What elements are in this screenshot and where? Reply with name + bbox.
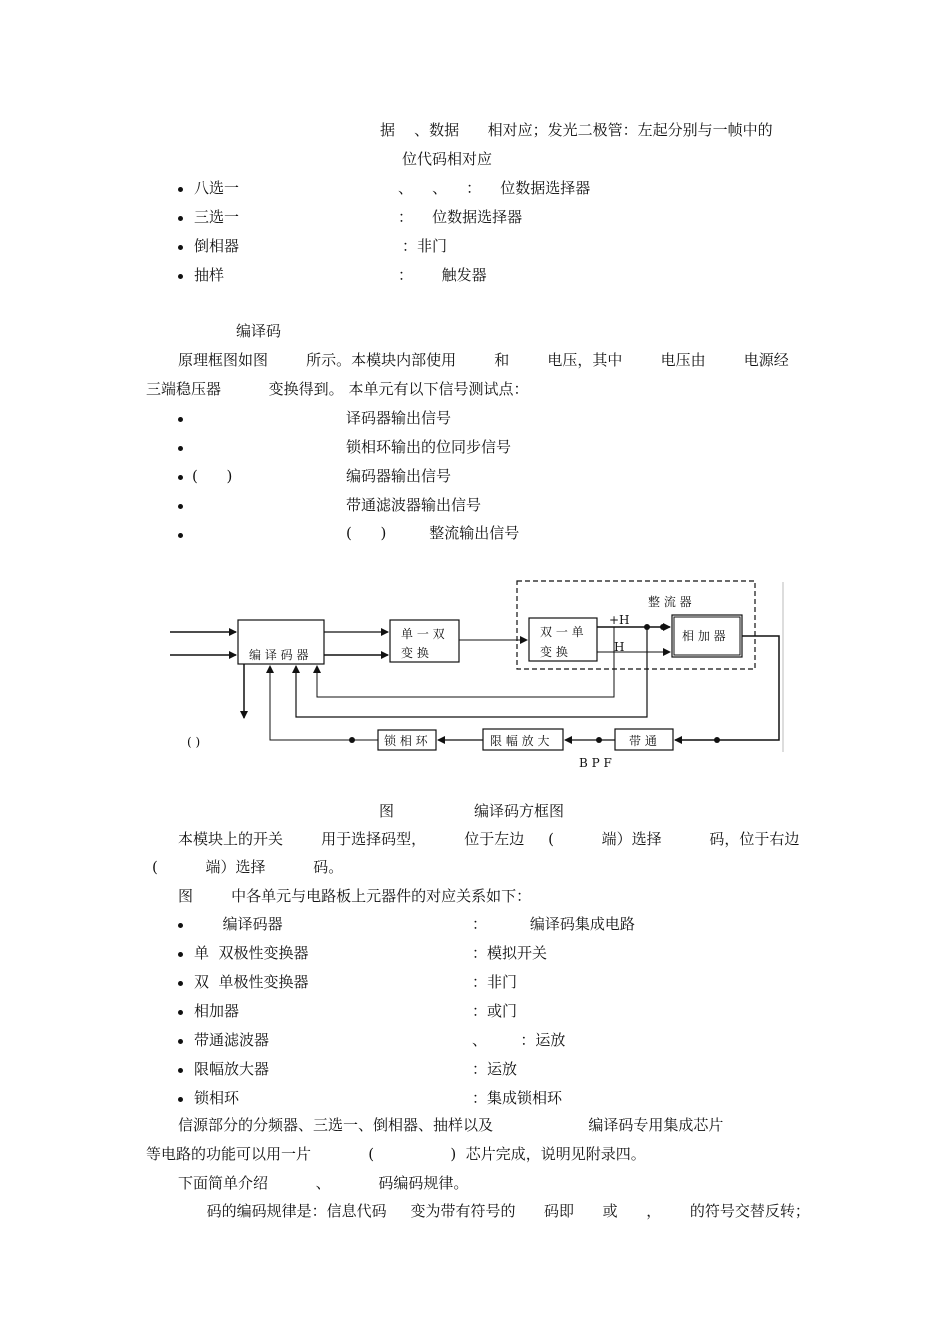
limiter-amp-label: 限 幅 放 大 <box>490 734 550 748</box>
bpf-label: B P F <box>579 756 612 770</box>
test-point-prefix: ( ) <box>192 467 233 485</box>
mapping-value: ：模拟开关 <box>472 944 548 962</box>
plus-h-label: +H <box>609 613 630 627</box>
bullet <box>178 1068 183 1073</box>
test-point-label: 带通滤波器输出信号 <box>346 496 482 514</box>
bullet <box>178 1010 183 1015</box>
bullet <box>178 923 183 928</box>
bullet <box>178 1097 183 1102</box>
bandpass-label: 带 通 <box>629 734 657 748</box>
switch-paragraph-line-2: ( 端）选择 码。 <box>152 858 344 876</box>
switch-paragraph-line-1: 本模块上的开关 用于选择码型， 位于左边 ( 端）选择 码，位于右边 <box>178 830 800 848</box>
paren-label: ( ) <box>187 735 201 749</box>
top-line-2: 位代码相对应 <box>402 150 493 168</box>
section-paragraph-line-1: 原理框图如图 所示。本模块内部使用 和 电压，其中 电压由 电源经 <box>178 351 789 369</box>
component-detail: ：非门 <box>402 237 448 255</box>
figure-caption-title: 编译码方框图 <box>474 802 565 820</box>
mapping-name: 限幅放大器 <box>194 1060 270 1078</box>
test-point-label: 编码器输出信号 <box>346 467 452 485</box>
section-heading: 编译码 <box>236 322 282 340</box>
closing-line-4: 码的编码规律是：信息代码 变为带有符号的 码即 或 ， 的符号交替反转； <box>178 1202 810 1220</box>
mapping-name: 双 单极性变换器 <box>194 973 309 991</box>
component-name: 抽样 <box>194 266 225 284</box>
figure-caption-prefix: 图 <box>379 802 395 820</box>
bi-to-uni-label-1: 双 一 单 <box>540 625 584 639</box>
mapping-name: 相加器 <box>194 1002 240 1020</box>
bi-to-uni-label-2: 变 换 <box>540 645 568 659</box>
uni-to-bi-label-2: 变 换 <box>401 646 429 660</box>
mapping-name: 编译码器 <box>194 915 283 933</box>
component-name: 倒相器 <box>194 237 240 255</box>
uni-to-bi-label-1: 单 一 双 <box>401 627 445 641</box>
adder-label: 相 加 器 <box>682 629 726 643</box>
mapping-name: 单 双极性变换器 <box>194 944 309 962</box>
component-detail: ： 触发器 <box>398 266 487 284</box>
test-point-label: ( ) 整流输出信号 <box>346 524 520 542</box>
mapping-intro: 图 中各单元与电路板上元器件的对应关系如下： <box>178 887 532 905</box>
mapping-value: ： 编译码集成电路 <box>472 915 635 933</box>
top-line-1: 据 、数据 相对应；发光二极管：左起分别与一帧中的 <box>380 121 773 139</box>
component-name: 三选一 <box>194 208 240 226</box>
minus-h-label: H <box>614 640 625 654</box>
section-paragraph-line-2: 三端稳压器 变换得到。 本单元有以下信号测试点： <box>146 380 529 398</box>
component-detail: ： 位数据选择器 <box>398 208 523 226</box>
component-name: 八选一 <box>194 179 240 197</box>
mapping-value: ：运放 <box>472 1060 518 1078</box>
bullet <box>178 981 183 986</box>
mapping-value: ：非门 <box>472 973 518 991</box>
closing-line-1: 信源部分的分频器、三选一、倒相器、抽样以及 编译码专用集成芯片 <box>178 1116 724 1134</box>
closing-line-2: 等电路的功能可以用一片 ( ) 芯片完成，说明见附录四。 <box>146 1145 646 1163</box>
encoder-decoder-label: 编 译 码 器 <box>249 648 309 662</box>
mapping-name: 锁相环 <box>194 1089 240 1107</box>
bullet <box>178 1039 183 1044</box>
mapping-value: ：或门 <box>472 1002 518 1020</box>
component-detail: 、 、 ： 位数据选择器 <box>398 179 591 197</box>
test-point-label: 锁相环输出的位同步信号 <box>346 438 512 456</box>
bullet <box>178 952 183 957</box>
closing-line-3: 下面简单介绍 、 码编码规律。 <box>178 1174 469 1192</box>
test-point-label: 译码器输出信号 <box>346 409 452 427</box>
mapping-value: ：集成锁相环 <box>472 1089 563 1107</box>
mapping-value: 、 ：运放 <box>472 1031 566 1049</box>
pll-label: 锁 相 环 <box>384 734 428 748</box>
rectifier-label: 整 流 器 <box>648 595 692 609</box>
mapping-name: 带通滤波器 <box>194 1031 270 1049</box>
